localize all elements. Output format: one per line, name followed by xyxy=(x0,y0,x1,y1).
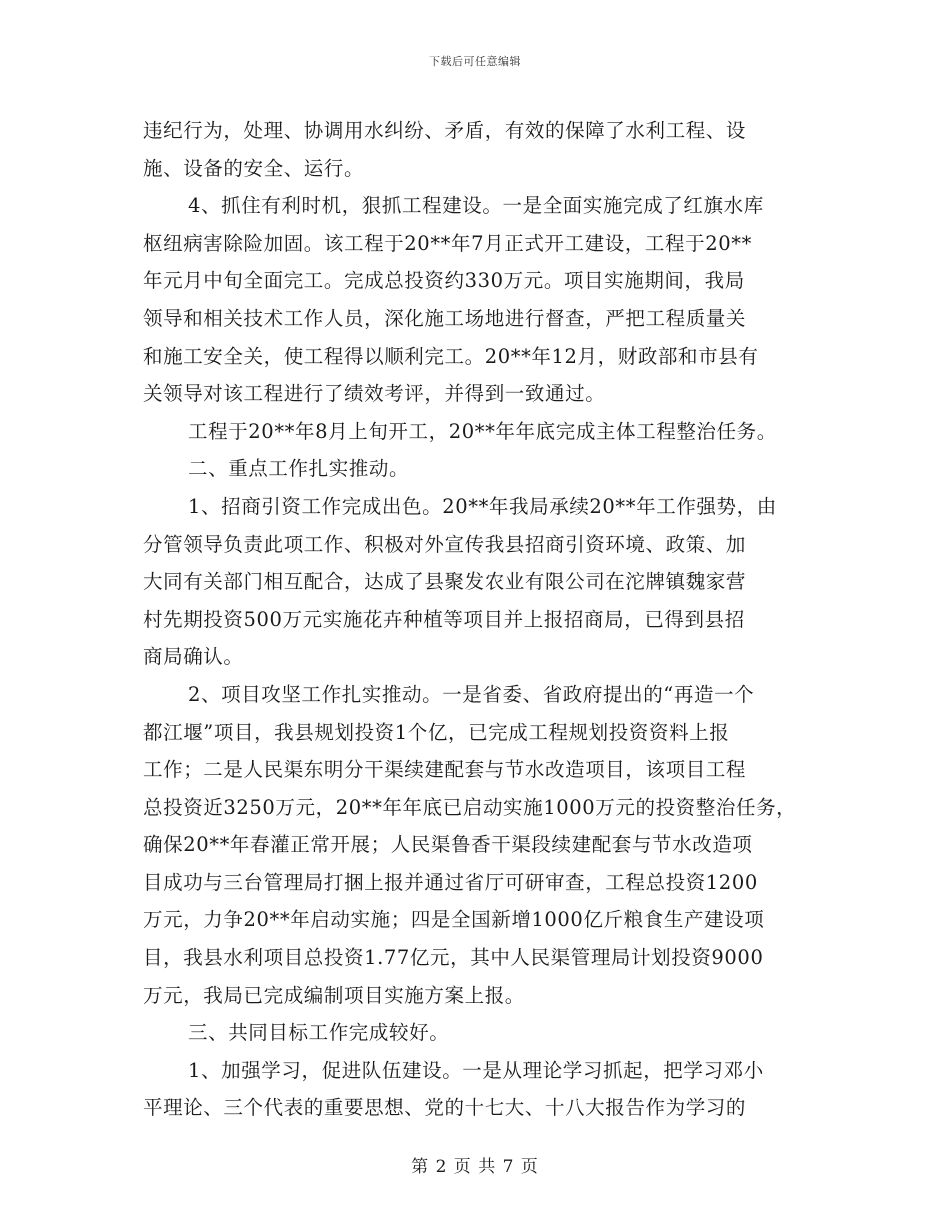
text-line: 商局确认。 xyxy=(143,645,244,669)
text-line: 村先期投资500万元实施花卉种植等项目并上报招商局，已得到县招 xyxy=(143,607,745,631)
text-line: 总投资近3250万元，20**年年底已启动实施1000万元的投资整治任务， xyxy=(143,795,797,819)
text-line: 二、重点工作扎实推动。 xyxy=(188,457,410,481)
document-body xyxy=(143,112,823,1127)
text-line: 平理论、三个代表的重要思想、党的十七大、十八大报告作为学习的 xyxy=(143,1096,747,1120)
text-line: 工作；二是人民渠东明分干渠续建配套与节水改造项目，该项目工程 xyxy=(143,758,747,782)
page-number-footer: 第 2 页 共 7 页 xyxy=(411,1157,539,1177)
text-line: 领导和相关技术工作人员，深化施工场地进行督查，严把工程质量关 xyxy=(143,306,747,330)
text-line: 1、招商引资工作完成出色。20**年我局承续20**年工作强势，由 xyxy=(188,494,777,518)
text-line: 分管领导负责此项工作、积极对外宣传我县招商引资环境、政策、加 xyxy=(143,532,747,556)
text-line: 4、抓住有利时机，狠抓工程建设。一是全面实施完成了红旗水库 xyxy=(188,194,764,218)
text-line: 大同有关部门相互配合，达成了县聚发农业有限公司在沱牌镇魏家营 xyxy=(143,570,747,594)
text-line: 和施工安全关，使工程得以顺利完工。20**年12月，财政部和市县有 xyxy=(143,344,759,368)
text-line: 枢纽病害除险加固。该工程于20**年7月正式开工建设，工程于20** xyxy=(143,231,752,255)
text-line: 违纪行为，处理、协调用水纠纷、矛盾，有效的保障了水利工程、设 xyxy=(143,119,747,142)
text-line: 2、项目攻坚工作扎实推动。一是省委、省政府提出的“再造一个 xyxy=(188,682,755,706)
text-line: 万元，我局已完成编制项目实施方案上报。 xyxy=(143,983,525,1007)
text-line: 三、共同目标工作完成较好。 xyxy=(188,1021,450,1045)
text-line: 万元，力争20**年启动实施；四是全国新增1000亿斤粮食生产建设项 xyxy=(143,908,765,932)
text-line: 1、加强学习，促进队伍建设。一是从理论学习抓起，把学习邓小 xyxy=(188,1058,764,1082)
text-line: 施、设备的安全、运行。 xyxy=(143,156,365,180)
page-header-note: 下载后可任意编辑 xyxy=(429,55,521,68)
text-line: 都江堰”项目，我县规划投资1个亿，已完成工程规划投资资料上报 xyxy=(143,720,730,744)
text-line: 年元月中旬全面完工。完成总投资约330万元。项目实施期间，我局 xyxy=(143,269,745,293)
text-line: 关领导对该工程进行了绩效考评，并得到一致通过。 xyxy=(143,382,606,406)
text-line: 工程于20**年8月上旬开工，20**年年底完成主体工程整治任务。 xyxy=(188,419,777,443)
text-line: 目，我县水利项目总投资1.77亿元，其中人民渠管理局计划投资9000 xyxy=(143,946,764,970)
text-line: 目成功与三台管理局打捆上报并通过省厅可研审查，工程总投资1200 xyxy=(143,870,758,894)
text-line: 确保20**年春灌正常开展；人民渠鲁香干渠段续建配套与节水改造项 xyxy=(143,833,753,857)
